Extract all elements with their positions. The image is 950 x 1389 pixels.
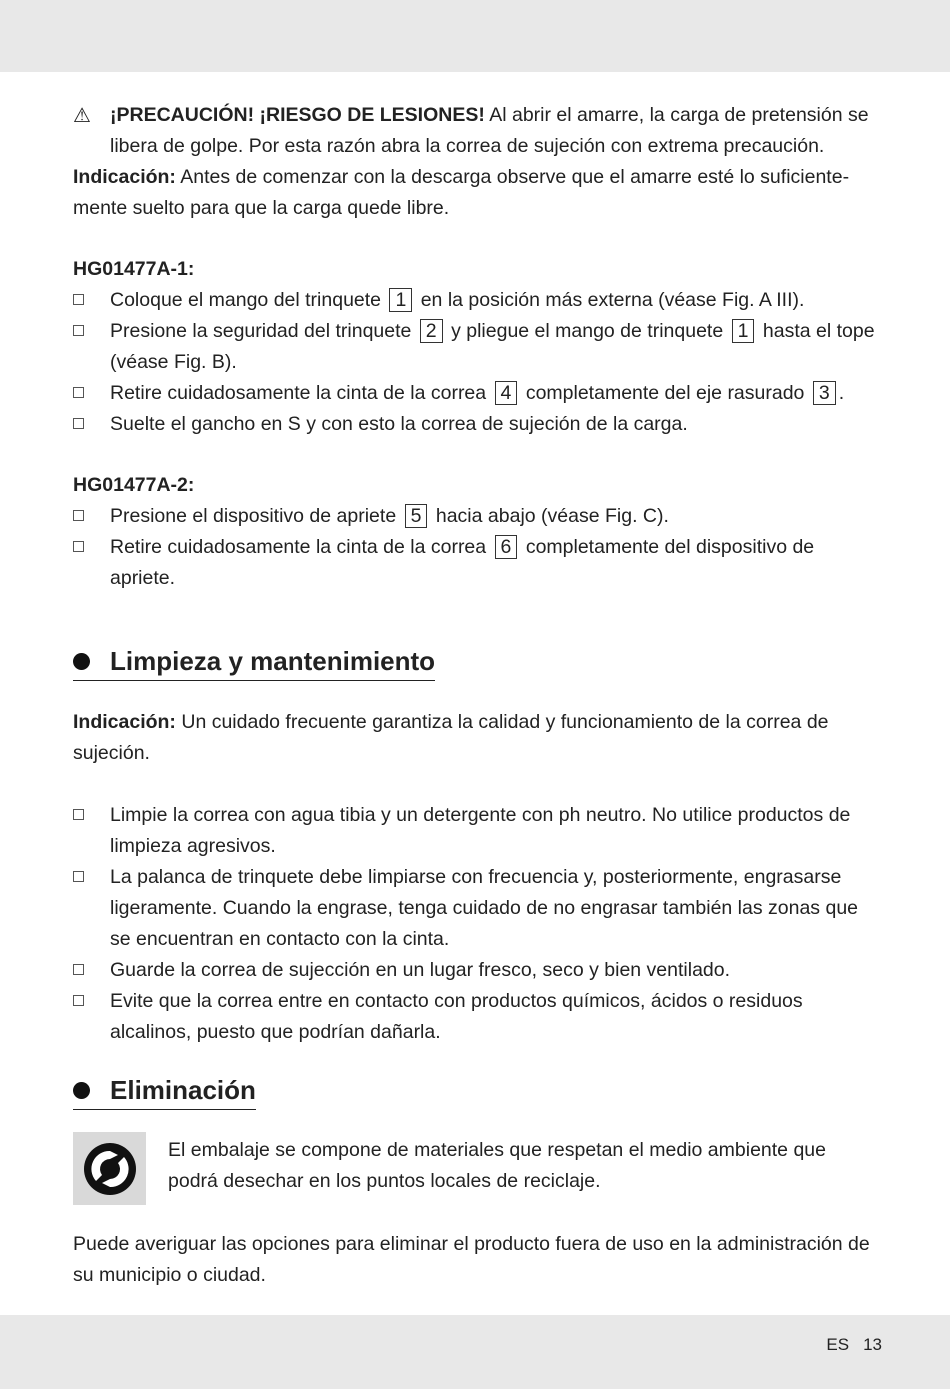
list-item	[73, 409, 881, 440]
warning-triangle-icon: ⚠	[73, 105, 91, 127]
footer-band	[0, 1315, 950, 1389]
note-paragraph	[73, 162, 881, 224]
list-item	[73, 501, 881, 532]
list-item	[73, 285, 881, 316]
part-number: 5	[405, 504, 428, 528]
list-item	[73, 955, 881, 986]
note-text: Un cuidado frecuente garantiza la calidad y funcionamiento de la correa de sujeción.	[73, 711, 829, 764]
part-number: 1	[732, 319, 755, 343]
list-item	[73, 316, 881, 378]
list-item	[73, 378, 881, 409]
note-text: Antes de comenzar con la descarga observe que el amarre esté lo suficiente-mente suelto para que la carga quede libre.	[73, 166, 850, 219]
heading-text: Limpieza y mantenimiento	[110, 646, 436, 676]
item-text: Limpie la correa con agua tibia y un detergente con ph neutro. No utilice productos de limpieza agresivos.	[110, 804, 851, 857]
recycle-text: El embalaje se compone de materiales que respetan el medio ambiente que podrá desechar en los puntos locales de reciclaje.	[168, 1139, 826, 1192]
cleaning-heading-wrap	[73, 644, 881, 681]
item-text: hacia abajo (véase Fig. C).	[430, 505, 669, 527]
item-text: La palanca de trinquete debe limpiarse con frecuencia y, posteriormente, engrasarse ligeramente. Cuando la engrase, tenga cuidado de no engrasar también las zonas que se encuentran en contacto con la cinta.	[110, 866, 859, 950]
checkbox-bullet-icon	[73, 294, 84, 305]
item-text: en la posición más externa (véase Fig. A III).	[415, 289, 805, 311]
list-b	[73, 501, 881, 594]
checkbox-bullet-icon	[73, 964, 84, 975]
cleaning-heading	[73, 644, 435, 681]
recycle-block	[73, 1132, 881, 1205]
checkbox-bullet-icon	[73, 809, 84, 820]
disposal-heading-wrap	[73, 1073, 881, 1110]
item-text: completamente del dispositivo de apriete.	[110, 536, 815, 589]
recycle-icon	[73, 1132, 146, 1205]
heading-text: Eliminación	[110, 1075, 256, 1105]
checkbox-bullet-icon	[73, 541, 84, 552]
checkbox-bullet-icon	[73, 510, 84, 521]
part-number: 6	[495, 535, 518, 559]
bullet-dot-icon	[73, 1082, 90, 1099]
warning-title: ¡PRECAUCIÓN! ¡RIESGO DE LESIONES!	[110, 104, 485, 126]
note-label: Indicación:	[73, 711, 176, 733]
item-text: Presione la seguridad del trinquete	[110, 320, 417, 342]
page-number: 13	[863, 1335, 882, 1354]
item-text: completamente del eje rasurado	[520, 382, 810, 404]
item-text: Retire cuidadosamente la cinta de la correa	[110, 536, 492, 558]
item-text: Guarde la correa de sujección en un lugar fresco, seco y bien ventilado.	[110, 959, 731, 981]
list-a	[73, 285, 881, 440]
item-text: .	[838, 382, 845, 404]
item-text: y pliegue el mango de trinquete	[445, 320, 729, 342]
list-item	[73, 532, 881, 594]
checkbox-bullet-icon	[73, 995, 84, 1006]
part-number: 1	[389, 288, 412, 312]
subheading-b: HG01477A-2:	[73, 474, 195, 496]
disposal-final-text: Puede averiguar las opciones para eliminar el producto fuera de uso en la administración de su municipio o ciudad.	[73, 1233, 870, 1286]
cleaning-note	[73, 707, 881, 769]
checkbox-bullet-icon	[73, 387, 84, 398]
part-number: 4	[495, 381, 518, 405]
cleaning-list	[73, 800, 881, 1048]
list-item	[73, 800, 881, 862]
language-code: ES	[826, 1335, 850, 1354]
note-label: Indicación:	[73, 166, 176, 188]
item-text: Presione el dispositivo de apriete	[110, 505, 402, 527]
warning-text: Al abrir el amarre, la carga de pretensión se libera de golpe. Por esta razón abra la correa de sujeción con extrema precaución.	[110, 104, 869, 157]
item-text: Suelte el gancho en S y con esto la correa de sujeción de la carga.	[110, 413, 688, 435]
item-text: Evite que la correa entre en contacto con productos químicos, ácidos o residuos alcalinos, puesto que podrían dañarla.	[110, 990, 803, 1043]
checkbox-bullet-icon	[73, 325, 84, 336]
header-band	[0, 0, 950, 72]
list-item	[73, 862, 881, 955]
item-text: Coloque el mango del trinquete	[110, 289, 387, 311]
green-dot-recycle-icon	[82, 1141, 138, 1197]
part-number: 2	[420, 319, 443, 343]
page-content	[73, 100, 881, 1291]
checkbox-bullet-icon	[73, 871, 84, 882]
checkbox-bullet-icon	[73, 418, 84, 429]
disposal-heading	[73, 1073, 256, 1110]
warning-paragraph	[73, 100, 881, 162]
bullet-dot-icon	[73, 653, 90, 670]
item-text: Retire cuidadosamente la cinta de la correa	[110, 382, 492, 404]
item-text: hasta el tope (véase Fig. B).	[110, 320, 875, 373]
list-item	[73, 986, 881, 1048]
page-footer	[812, 1335, 882, 1355]
part-number: 3	[813, 381, 836, 405]
subheading-a: HG01477A-1:	[73, 258, 195, 280]
